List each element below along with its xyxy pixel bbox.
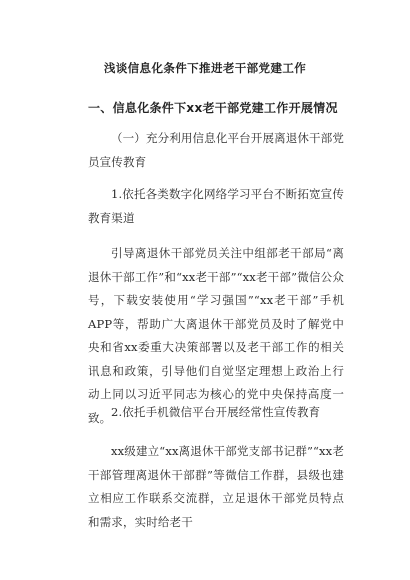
item-heading-2: 2.依托手机微信平台开展经常性宣传教育 xyxy=(111,405,321,419)
subheading-1: （一）充分利用信息化平台开展离退休干部党员宣传教育 xyxy=(88,131,344,169)
body-paragraph-1: 引导离退休干部党员关注中组部老干部局“离退休干部工作”和“xx老干部”“xx老干部”微信公众号，下载安装使用“学习强国”“xx老干部”手机APP等，帮助广大离退休干部党员及时了解党中央和省xx委重大决策部署以及老干部工作的相关讯息和政策，引导他们自觉坚定理想上政治上行动上同以习近平同志为核心的党中央保持高度一致。 xyxy=(88,246,344,425)
section-heading-1: 一、信息化条件下xx老干部党建工作开展情况 xyxy=(88,101,338,115)
body-paragraph-2: xx级建立“xx离退休干部党支部书记群”“xx老干部管理离退休干部群”等微信工作群，县级也建立相应工作联系交流群，立足退休干部党员特点和需求，实时给老干 xyxy=(88,444,344,529)
item-heading-1: 1.依托各类数字化网络学习平台不断拓宽宣传教育渠道 xyxy=(88,187,344,225)
document-title: 浅谈信息化条件下推进老干部党建工作 xyxy=(103,61,307,75)
